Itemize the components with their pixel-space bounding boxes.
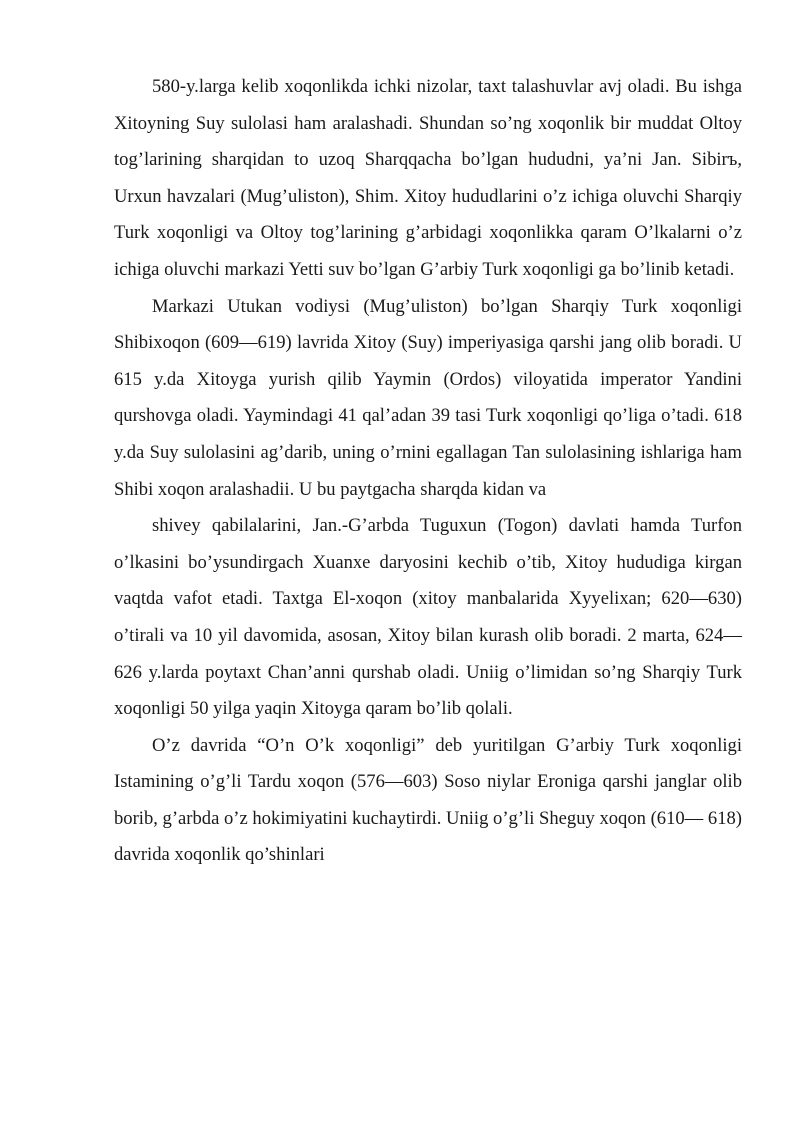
paragraph-4: O’z davrida “O’n O’k xoqonligi” deb yuritilgan G’arbiy Turk xoqonligi Istamining o’g’li Tardu xoqon (576—603) Soso niylar Eroniga qarshi janglar olib borib, g’arbda o’z hokimiyatini kuchaytirdi. Uniig o’g’li Sheguy xoqon (610— 618) davrida xoqonlik qo’shinlari bbox=[114, 734, 742, 866]
paragraph-2: Markazi Utukan vodiysi (Mug’uliston) bo’lgan Sharqiy Turk xoqonligi Shibixoqon (609—619) lavrida Xitoy (Suy) imperiyasiga qarshi jang olib boradi. U 615 y.da Xitoyga yurish qilib Yaymin (Ordos) viloyatida imperator Yandini qurshovga oladi. Yaymindagi 41 qal’adan 39 tasi Turk xoqonligi qo’liga o’tadi. 618 y.da Suy sulolasini ag’darib, uning o’rnini egallagan Tan sulolasining ishlariga ham Shibi xoqon aralashadii. U bu paytgacha sharqda kidan va bbox=[114, 295, 742, 500]
body-text bbox=[114, 69, 742, 874]
paragraph-1: 580-y.larga kelib xoqonlikda ichki nizolar, taxt talashuvlar avj oladi. Bu ishga Xitoyning Suy sulolasi ham aralashadi. Shundan so’ng xoqonlik bir muddat Oltoy tog’larining sharqidan to uzoq Sharqqacha bo’lgan hududni, ya’ni Jan. Sibirъ, Urxun havzalari (Mug’uliston), Shim. Xitoy hududlarini o’z ichiga oluvchi Sharqiy Turk xoqonligi va Oltoy tog’larining g’arbidagi xoqonlikka qaram O’lkalarni o’z ichiga oluvchi markazi Yetti suv bo’lgan G’arbiy Turk xoqonligi ga bo’linib ketadi. bbox=[114, 76, 742, 280]
paragraph-3: shivey qabilalarini, Jan.-G’arbda Tuguxun (Togon) davlati hamda Turfon o’lkasini bo’ysundirgach Xuanxe daryosini kechib o’tib, Xitoy hududiga kirgan vaqtda vafot etadi. Taxtga El-xoqon (xitoy manbalarida Xyyelixan; 620—630) o’tirali va 10 yil davomida, asosan, Xitoy bilan kurash olib boradi. 2 marta, 624—626 y.larda poytaxt Chan’anni qurshab oladi. Uniig o’limidan so’ng Sharqiy Turk xoqonligi 50 yilga yaqin Xitoyga qaram bo’lib qolali. bbox=[114, 515, 742, 720]
